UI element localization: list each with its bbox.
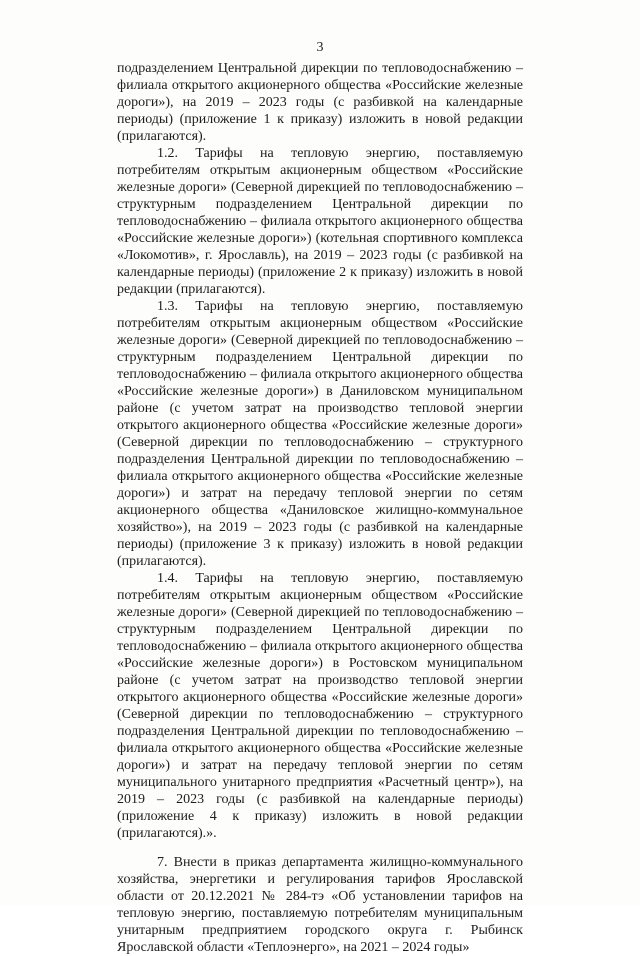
paragraph-1-2: 1.2. Тарифы на тепловую энергию, поставляемую потребителям открытым акционерным обществом «Российские железные дороги» (Северной дирекцией по тепловодоснабжению – структурным подразделением Центральной дирекции по тепловодоснабжению – филиала открытого акционерного общества «Российские железные дороги») (котельная спортивного комплекса «Локомотив», г. Ярославль), на 2019 – 2023 годы (с разбивкой на календарные периоды) (приложение 2 к приказу) изложить в новой редакции (прилагаются). — [117, 146, 523, 297]
paragraph-continuation: подразделением Центральной дирекции по тепловодоснабжению – филиала открытого акционерного общества «Российские железные дороги»), на 2019 – 2023 годы (с разбивкой на календарные периоды) (приложение 1 к приказу) изложить в новой редакции (прилагаются). — [117, 61, 523, 144]
paragraph-1-4: 1.4. Тарифы на тепловую энергию, поставляемую потребителям открытым акционерным обществом «Российские железные дороги» (Северной дирекцией по тепловодоснабжению – структурным подразделением Центральной дирекции по тепловодоснабжению – филиала открытого акционерного общества «Российские железные дороги») в Ростовском муниципальном районе (с учетом затрат на производство тепловой энергии открытого акционерного общества «Российские железные дороги» (Северной дирекции по тепловодоснабжению – структурного подразделения Центральной дирекции по тепловодоснабжению – филиала открытого акционерного общества «Российские железные дороги») и затрат на передачу тепловой энергии по сетям муниципального унитарного предприятия «Расчетный центр»), на 2019 – 2023 годы (с разбивкой на календарные периоды) (приложение 4 к приказу) изложить в новой редакции (прилагаются).». — [117, 571, 523, 841]
paragraph-7: 7. Внести в приказ департамента жилищно-коммунального хозяйства, энергетики и регулирования тарифов Ярославской области от 20.12.2021 № 284-тэ «Об установлении тарифов на тепловую энергию, поставляемую потребителям муниципальным унитарным предприятием городского округа г. Рыбинск Ярославской области «Теплоэнерго», на 2021 – 2024 годы» — [117, 855, 523, 955]
page-number: 3 — [316, 40, 324, 55]
paragraph-1-3: 1.3. Тарифы на тепловую энергию, поставляемую потребителям открытым акционерным обществом «Российские железные дороги» (Северной дирекцией по тепловодоснабжению – структурным подразделением Центральной дирекции по тепловодоснабжению – филиала открытого акционерного общества «Российские железные дороги») в Даниловском муниципальном районе (с учетом затрат на производство тепловой энергии открытого акционерного общества «Российские железные дороги» (Северной дирекции по тепловодоснабжению – структурного подразделения Центральной дирекции по тепловодоснабжению – филиала открытого акционерного общества «Российские железные дороги») и затрат на передачу тепловой энергии по сетям акционерного общества «Даниловское жилищно-коммунальное хозяйство»), на 2019 – 2023 годы (с разбивкой на календарные периоды) (приложение 3 к приказу) изложить в новой редакции (прилагаются). — [117, 299, 523, 569]
paragraph-gap — [117, 842, 523, 854]
document-body — [117, 60, 523, 956]
